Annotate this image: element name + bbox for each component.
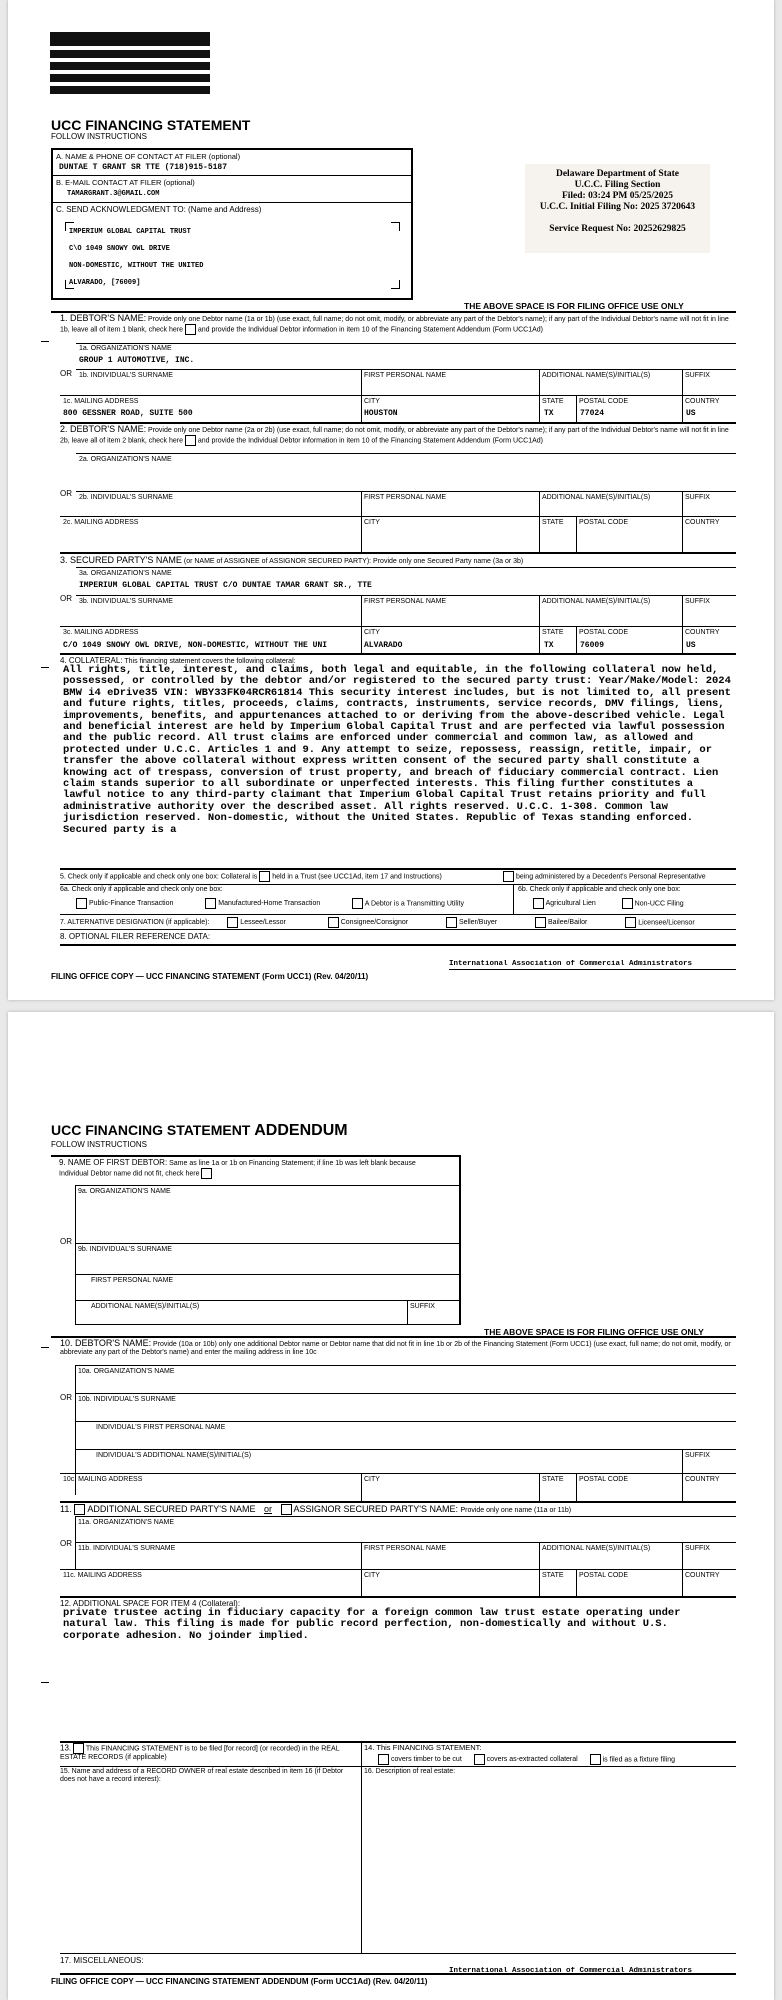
suffix-3b-label: SUFFIX [685, 598, 710, 605]
org-1a-label: 1a. ORGANIZATION'S NAME [79, 345, 172, 352]
secured-address[interactable]: C/O 1049 SNOWY OWL DRIVE, NON-DOMESTIC, WITHOUT THE UNI [63, 641, 328, 650]
org-3a-label: 3a. ORGANIZATION'S NAME [79, 570, 172, 577]
item13-num: 13. [60, 1743, 72, 1753]
org-10a-label: 10a. ORGANIZATION'S NAME [78, 1368, 175, 1375]
follow-instructions: FOLLOW INSTRUCTIONS [51, 132, 148, 141]
postal-2c-label: POSTAL CODE [579, 519, 629, 526]
item6a-label: 6a. Check only if applicable and check only one box: [60, 886, 223, 893]
filing-stamp [525, 164, 710, 253]
debtor1-address[interactable]: 800 GESSNER ROAD, SUITE 500 [63, 409, 193, 418]
debtor1-state[interactable]: TX [544, 409, 554, 418]
mail-10c-label: 10c. MAILING ADDRESS [63, 1476, 143, 1483]
secured-state[interactable]: TX [544, 641, 554, 650]
mail-11c-label: 11c. MAILING ADDRESS [63, 1572, 142, 1579]
filer-c-label: C. SEND ACKNOWLEDGMENT TO: (Name and Address) [56, 205, 262, 214]
addendum-footer-label: FILING OFFICE COPY — UCC FINANCING STATEMENT ADDENDUM (Form UCC1Ad) (Rev. 04/20/11) [51, 1977, 428, 1986]
first-1b-label: FIRST PERSONAL NAME [364, 372, 447, 379]
debtor2-instructions-2: and provide the Individual Debtor information in item 10 of the Financing Statement Addendum (Form UCC1Ad) [197, 437, 544, 445]
first-11b-label: FIRST PERSONAL NAME [364, 1545, 447, 1552]
secured-instructions: (or NAME of ASSIGNEE of ASSIGNOR SECURED PARTY): Provide only one Secured Party name (3a or 3b) [183, 558, 524, 565]
postal-10c-label: POSTAL CODE [579, 1476, 629, 1483]
surname-9b-label: 9b. INDIVIDUAL'S SURNAME [78, 1246, 172, 1253]
surname-1b-label: 1b. INDIVIDUAL'S SURNAME [79, 372, 173, 379]
seller-checkbox[interactable] [446, 917, 457, 928]
suffix-9-label: SUFFIX [410, 1303, 435, 1310]
or-9: OR [60, 1237, 72, 1246]
state-3c-label: STATE [542, 629, 564, 636]
city-3c-label: CITY [364, 629, 380, 636]
iaca-label: International Association of Commercial Administrators [449, 960, 693, 968]
item5-label: 5. Check only if applicable and check only one box: Collateral is [60, 873, 258, 881]
debtor1-instructions: Provide only one Debtor name (1a or 1b) (use exact, full name; do not omit, modify, or abbreviate any part of the Debtor's name); if any part of the Individual Debtor's name will not fit in line 1b, leave all of item 1 blank, check here [60, 316, 729, 334]
addl-9-label: ADDITIONAL NAME(S)/INITIAL(S) [91, 1303, 200, 1310]
country-10c-label: COUNTRY [685, 1476, 720, 1483]
timber-checkbox[interactable] [378, 1754, 389, 1765]
item6b-label: 6b. Check only if applicable and check only one box: [518, 886, 681, 893]
suffix-11b-label: SUFFIX [685, 1545, 710, 1552]
country-1c-label: COUNTRY [685, 398, 720, 405]
or-11: OR [60, 1539, 72, 1548]
city-10c-label: CITY [364, 1476, 380, 1483]
pft-checkbox[interactable] [76, 898, 87, 909]
collateral-heading: 4. COLLATERAL: [60, 656, 123, 665]
state-11c-label: STATE [542, 1572, 564, 1579]
postal-3c-label: POSTAL CODE [579, 629, 629, 636]
or-10: OR [60, 1393, 72, 1402]
mail-2c-label: 2c. MAILING ADDRESS [63, 519, 139, 526]
country-3c-label: COUNTRY [685, 629, 720, 636]
ack-line-1: IMPERIUM GLOBAL CAPITAL TRUST [69, 228, 191, 236]
fixture-label: is filed as a fixture filing [602, 1756, 675, 1764]
trust-checkbox[interactable] [259, 871, 270, 882]
mht-label: Manufactured-Home Transaction [218, 900, 321, 908]
or-3: OR [60, 594, 72, 603]
redaction-block [50, 32, 210, 104]
country-11c-label: COUNTRY [685, 1572, 720, 1579]
addendum-filing-notice: THE ABOVE SPACE IS FOR FILING OFFICE USE ONLY [484, 1327, 704, 1337]
postal-1c-label: POSTAL CODE [579, 398, 629, 405]
form-title: UCC FINANCING STATEMENT [51, 117, 251, 133]
item7-label: 7. ALTERNATIVE DESIGNATION (if applicable): [60, 919, 210, 927]
item9-heading: 9. NAME OF FIRST DEBTOR: [59, 1158, 168, 1167]
form-page-1 [8, 0, 774, 1000]
suffix-1b-label: SUFFIX [685, 372, 710, 379]
item10-instructions: Provide (10a or 10b) only one additional Debtor name or Debtor name that did not fit in line 1b or 2b of the Financing Statement (Form UCC1) (use exact, full name; do not omit, modify, or abbreviate any part of the Debtor's name) and enter the mailing address in line 10c [60, 1341, 731, 1356]
item11-instructions: Provide only one name (11a or 11b) [460, 1507, 572, 1514]
ag-label: Agricultural Lien [545, 900, 596, 908]
org-2a-label: 2a. ORGANIZATION'S NAME [79, 456, 172, 463]
surname-10b-label: 10b. INDIVIDUAL'S SURNAME [78, 1396, 176, 1403]
debtor1-heading: 1. DEBTOR'S NAME: [60, 313, 147, 323]
form-page-2 [8, 1012, 774, 2000]
filer-b-value: TAMARGRANT.3@GMAIL.COM [67, 190, 160, 198]
stamp-line-4: U.C.C. Initial Filing No: 2025 3720643 [539, 202, 696, 212]
collateral-instructions: This financing statement covers the following collateral: [124, 658, 296, 665]
addendum-follow: FOLLOW INSTRUCTIONS [51, 1140, 148, 1149]
item9-checkbox[interactable] [201, 1168, 212, 1179]
fixture-checkbox[interactable] [590, 1754, 601, 1765]
secured-org[interactable]: IMPERIUM GLOBAL CAPITAL TRUST C/O DUNTAE TAMAR GRANT SR., TTE [79, 581, 372, 590]
collateral-text[interactable]: All rights, title, interest, and claims, both legal and equitable, in the following collateral now held, possessed, or controlled by the debtor and/or registered to the secured party trust: Year/Make/Model: 2024 BMW i4 eDrive35 VIN: WBY33FK04RCR61814 This security interest includes, but is not limited to, all present and future rights, titles, proceeds, claims, contracts, instruments, service records, DMV filings, liens, improvements, benefits, and appurtenances attached to or deriving from the above-described vehicle. Legal and beneficial interest are held by Imperium Global Capital Trust and are perfected via lawful possession and the public record. All trust claims are enforced under commercial and common law, as allowed and protected under U.C.C. Articles 1 and 9. Any attempt to seize, repossess, reassign, retitle, impair, or transfer the above collateral without express written consent of the secured party shall constitute a knowing act of trespass, conversion of trust property, and breach of fiduciary commercial contract. Lien claim stands superior to all subordinate or unperfected interests. This filing further constitutes a lawful notice to any third-party claimant that Imperium Global Capital Trust retains priority and full administrative authority over the described asset. All rights reserved. U.C.C. 1-308. Common law jurisdiction reserved. Non-domestic, without the United States. Republic of Texas standing enforced. Secured party is a [63, 664, 731, 836]
bailee-label: Bailee/Bailor [548, 919, 588, 927]
licensee-label: Licensee/Licensor [638, 919, 695, 927]
state-1c-label: STATE [542, 398, 564, 405]
item11-num: 11. [60, 1504, 72, 1514]
first-9-label: FIRST PERSONAL NAME [91, 1277, 174, 1284]
debtor1-instructions-2: and provide the Individual Debtor information in item 10 of the Financing Statement Addendum (Form UCC1Ad) [197, 326, 544, 334]
first-10-label: INDIVIDUAL'S FIRST PERSONAL NAME [96, 1424, 226, 1431]
debtor1-city[interactable]: HOUSTON [364, 409, 398, 418]
stamp-line-3: Filed: 03:24 PM 05/25/2025 [561, 191, 674, 201]
city-2c-label: CITY [364, 519, 380, 526]
lessee-checkbox[interactable] [227, 917, 238, 928]
ack-line-4: ALVARADO, [76009] [69, 279, 141, 287]
bailee-checkbox[interactable] [535, 917, 546, 928]
item5-trust: held in a Trust (see UCC1Ad, item 17 and Instructions) [272, 873, 442, 881]
addl-1b-label: ADDITIONAL NAME(S)/INITIAL(S) [542, 372, 651, 379]
nonucc-checkbox[interactable] [622, 898, 633, 909]
debtor1-postal[interactable]: 77024 [580, 409, 605, 418]
country-2c-label: COUNTRY [685, 519, 720, 526]
mail-1c-label: 1c. MAILING ADDRESS [63, 398, 139, 405]
mail-3c-label: 3c. MAILING ADDRESS [63, 629, 139, 636]
item9-instructions: Same as line 1a or 1b on Financing Statement; if line 1b was left blank because Individual Debtor name did not fit, check here [59, 1160, 416, 1178]
org-11a-label: 11a. ORGANIZATION'S NAME [78, 1519, 174, 1526]
debtor1-country[interactable]: US [686, 409, 696, 418]
or-2: OR [60, 489, 72, 498]
or-1: OR [60, 369, 72, 378]
surname-11b-label: 11b. INDIVIDUAL'S SURNAME [78, 1545, 176, 1552]
item8-label: 8. OPTIONAL FILER REFERENCE DATA: [60, 932, 211, 941]
item9-box [51, 1155, 461, 1324]
seller-label: Seller/Buyer [458, 919, 498, 927]
item15-label: 15. Name and address of a RECORD OWNER of real estate described in item 16 (if Debtor does not have a record interest): [60, 1768, 344, 1783]
item13-checkbox[interactable] [73, 1743, 84, 1754]
debtor1-org[interactable]: GROUP 1 AUTOMOTIVE, INC. [79, 356, 195, 365]
item12-text[interactable]: private trustee acting in fiduciary capacity for a foreign common law trust estate operating under natural law. This filing is made for public record perfection, non-domestically and without U.S. corporate adhesion. No joinder implied. [63, 1607, 681, 1642]
state-2c-label: STATE [542, 519, 564, 526]
stamp-line-1: Delaware Department of State [555, 169, 680, 179]
stamp-line-5: Service Request No: 20252629825 [549, 224, 686, 234]
item10-heading: 10. DEBTOR'S NAME: [60, 1338, 152, 1348]
filer-a-value: DUNTAE T GRANT SR TTE (718)915-5187 [59, 163, 228, 172]
addl-3b-label: ADDITIONAL NAME(S)/INITIAL(S) [542, 598, 651, 605]
addendum-title-b: ADDENDUM [254, 1122, 348, 1139]
footer-label: FILING OFFICE COPY — UCC FINANCING STATEMENT (Form UCC1) (Rev. 04/20/11) [51, 972, 369, 981]
item17-label: 17. MISCELLANEOUS: [60, 1956, 144, 1965]
additional-secured-checkbox[interactable] [74, 1504, 85, 1515]
extracted-checkbox[interactable] [474, 1754, 485, 1765]
secured-city[interactable]: ALVARADO [364, 641, 403, 650]
secured-postal[interactable]: 76009 [580, 641, 605, 650]
tu-label: A Debtor is a Transmitting Utility [364, 900, 464, 908]
consignee-label: Consignee/Consignor [340, 919, 409, 927]
nonucc-label: Non-UCC Filing [634, 900, 684, 908]
item11-assignor: ASSIGNOR SECURED PARTY'S NAME: [293, 1504, 458, 1514]
item12-label: 12. ADDITIONAL SPACE FOR ITEM 4 (Collateral): [60, 1599, 241, 1608]
secured-heading: 3. SECURED PARTY'S NAME [60, 555, 182, 565]
city-1c-label: CITY [364, 398, 380, 405]
postal-11c-label: POSTAL CODE [579, 1572, 629, 1579]
item16-label: 16. Description of real estate: [364, 1768, 456, 1775]
suffix-2b-label: SUFFIX [685, 494, 710, 501]
first-2b-label: FIRST PERSONAL NAME [364, 494, 447, 501]
stamp-line-2: U.C.C. Filing Section [574, 180, 661, 190]
lessee-label: Lessee/Lessor [240, 919, 286, 927]
ack-line-3: NON-DOMESTIC, WITHOUT THE UNITED [69, 262, 204, 270]
addl-2b-label: ADDITIONAL NAME(S)/INITIAL(S) [542, 494, 651, 501]
timber-label: covers timber to be cut [390, 1756, 462, 1764]
filer-b-label: B. E-MAIL CONTACT AT FILER (optional) [56, 178, 195, 187]
addl-10-label: INDIVIDUAL'S ADDITIONAL NAME(S)/INITIAL(S) [96, 1452, 252, 1459]
item13-text: This FINANCING STATEMENT is to be filed [for record] (or recorded) in the REAL ESTATE RECORDS (if applicable) [60, 1745, 340, 1761]
licensee-checkbox[interactable] [625, 917, 636, 928]
consignee-checkbox[interactable] [328, 917, 339, 928]
extracted-label: covers as-extracted collateral [486, 1756, 578, 1764]
surname-3b-label: 3b. INDIVIDUAL'S SURNAME [79, 598, 173, 605]
item11-or: or [263, 1504, 272, 1514]
filer-a-label: A. NAME & PHONE OF CONTACT AT FILER (optional) [56, 152, 241, 161]
state-10c-label: STATE [542, 1476, 564, 1483]
addendum-iaca-label: International Association of Commercial Administrators [449, 1967, 693, 1975]
item14-label: 14. This FINANCING STATEMENT: [364, 1743, 482, 1752]
debtor1-checkbox[interactable] [185, 324, 196, 335]
ack-line-2: C\O 1049 SNOWY OWL DRIVE [69, 245, 170, 253]
city-11c-label: CITY [364, 1572, 380, 1579]
suffix-10-label: SUFFIX [685, 1452, 710, 1459]
ag-checkbox[interactable] [533, 898, 544, 909]
first-3b-label: FIRST PERSONAL NAME [364, 598, 447, 605]
filer-box [51, 148, 413, 300]
surname-2b-label: 2b. INDIVIDUAL'S SURNAME [79, 494, 173, 501]
filing-office-notice: THE ABOVE SPACE IS FOR FILING OFFICE USE ONLY [464, 301, 684, 311]
debtor2-instructions: Provide only one Debtor name (2a or 2b) (use exact, full name; do not omit, modify, or abbreviate any part of the Debtor's name); if any part of the Individual Debtor's name will not fit in line 2b, leave all of item 2 blank, check here [60, 427, 729, 445]
debtor2-heading: 2. DEBTOR'S NAME: [60, 424, 147, 434]
mht-checkbox[interactable] [205, 898, 216, 909]
tu-checkbox[interactable] [352, 898, 363, 909]
debtor2-checkbox[interactable] [185, 435, 196, 446]
addendum-title [51, 1122, 348, 1140]
addendum-title-a: UCC FINANCING STATEMENT [51, 1122, 255, 1138]
item5-decedent: being administered by a Decedent's Personal Representative [515, 873, 706, 881]
pft-label: Public-Finance Transaction [88, 900, 174, 908]
item11-additional: ADDITIONAL SECURED PARTY'S NAME [87, 1504, 256, 1514]
secured-country[interactable]: US [686, 641, 696, 650]
decedent-checkbox[interactable] [503, 871, 514, 882]
addl-11b-label: ADDITIONAL NAME(S)/INITIAL(S) [542, 1545, 651, 1552]
assignor-checkbox[interactable] [281, 1504, 292, 1515]
org-9a-label: 9a. ORGANIZATION'S NAME [78, 1188, 171, 1195]
